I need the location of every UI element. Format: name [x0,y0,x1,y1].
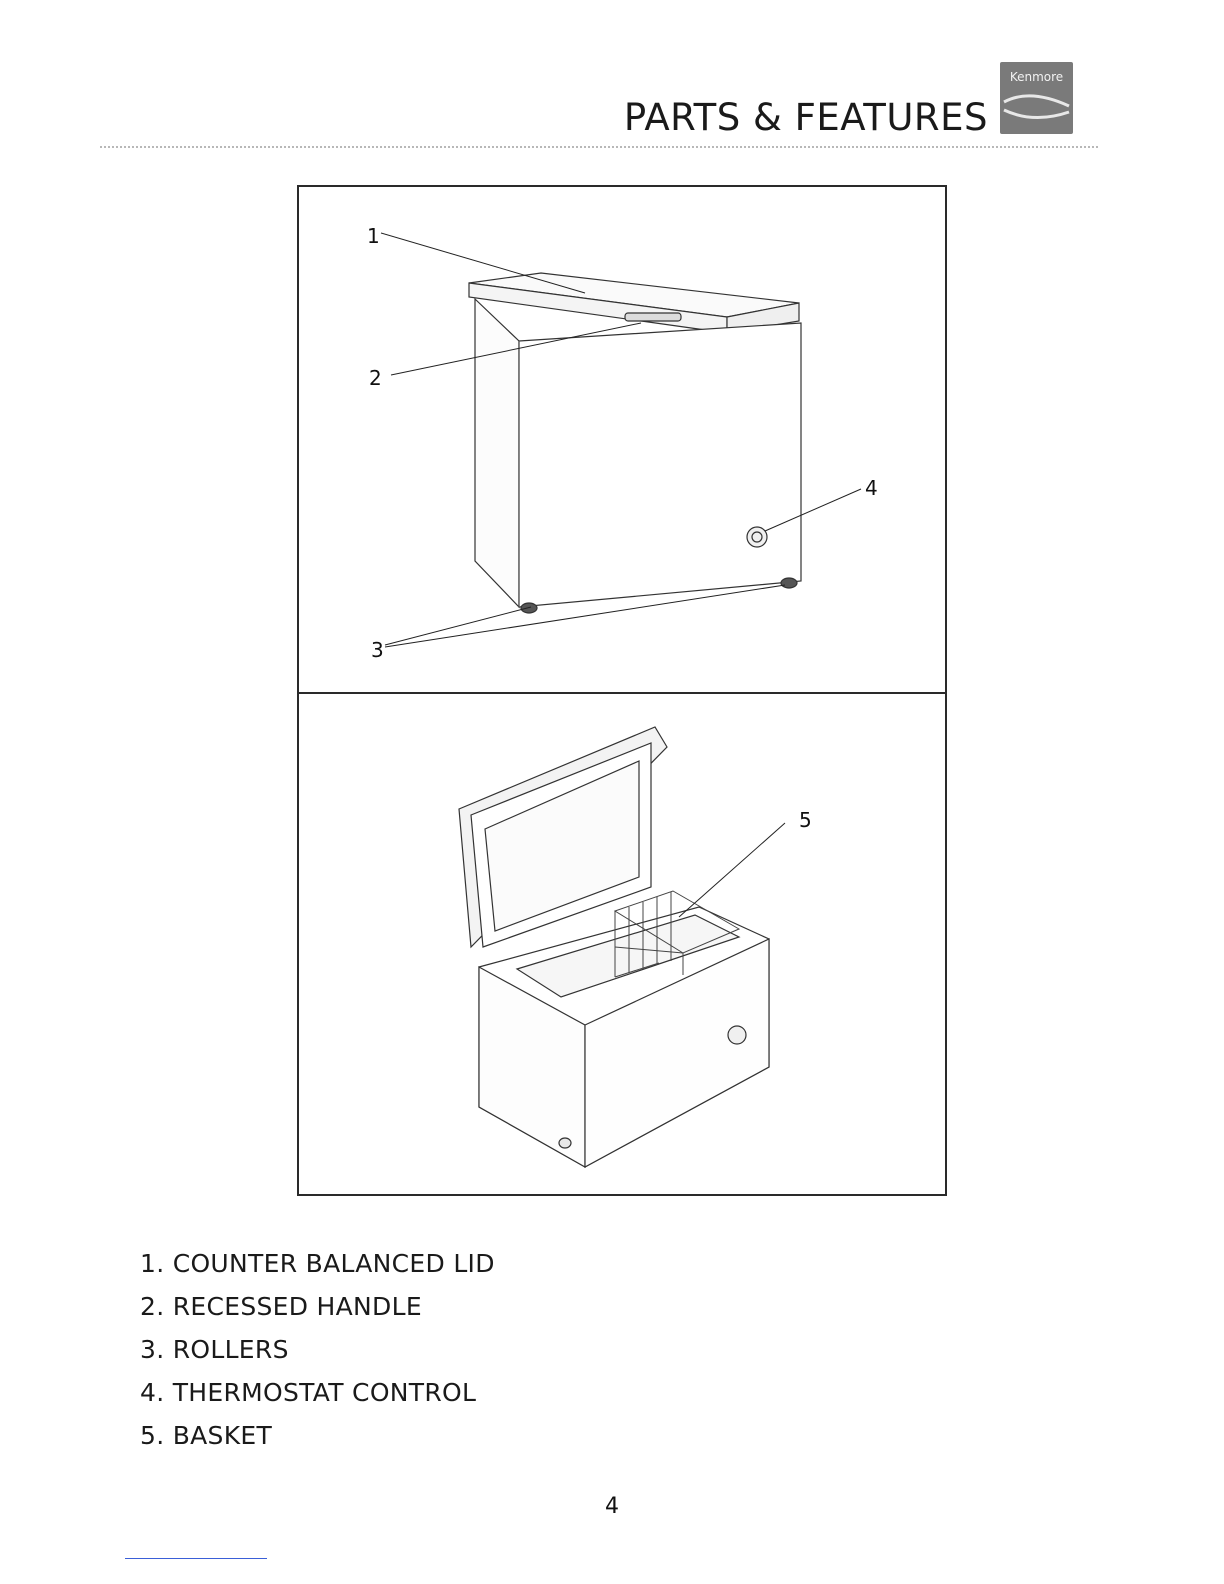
page-number: 4 [605,1494,619,1519]
callout-1: 1 [367,224,380,248]
open-freezer-illustration [459,727,785,1167]
callout-5: 5 [799,808,812,832]
closed-freezer-illustration [381,233,861,647]
callout-2: 2 [369,366,382,390]
parts-list-item: 5. BASKET [140,1421,273,1450]
parts-list-item: 1. COUNTER BALANCED LID [140,1249,495,1278]
header-divider [100,146,1098,148]
callout-4: 4 [865,476,878,500]
freezer-illustrations [299,187,945,1194]
parts-list-item: 2. RECESSED HANDLE [140,1292,422,1321]
page-title: PARTS & FEATURES [623,96,988,139]
logo-swoosh-icon [1000,62,1073,134]
parts-list-item: 3. ROLLERS [140,1335,289,1364]
illustration-frame [297,185,947,1196]
callout-3: 3 [371,638,384,662]
footer-link-underline [125,1558,267,1559]
logo-wordmark: Kenmore [1009,70,1064,84]
parts-list-item: 4. THERMOSTAT CONTROL [140,1378,477,1407]
kenmore-logo [1000,62,1073,134]
parts-list [140,1242,495,1457]
